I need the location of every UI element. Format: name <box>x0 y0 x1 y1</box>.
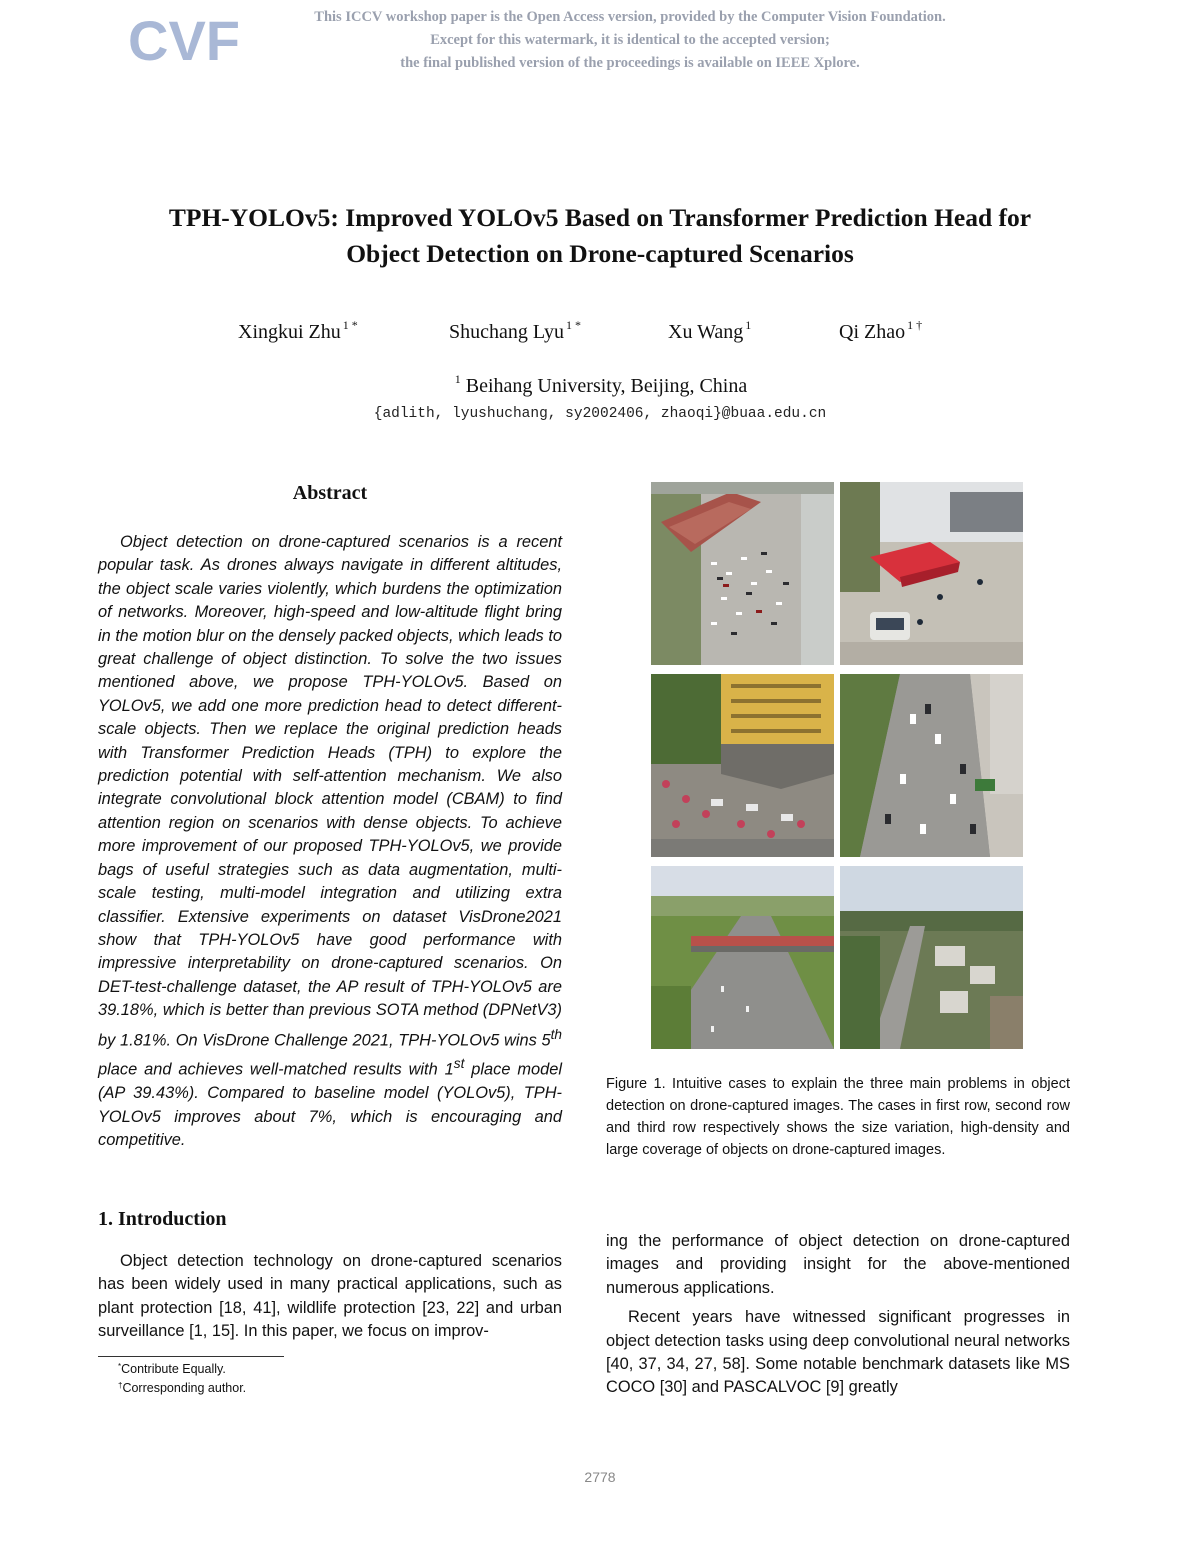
author-mark: 1 * <box>342 318 358 332</box>
affiliation <box>0 372 1200 398</box>
author-name: Qi Zhao <box>839 321 906 343</box>
affiliation-mark: 1 <box>454 372 461 386</box>
figure-1-caption: Figure 1. Intuitive cases to explain the three main problems in object detection on drone-captured images. The cases in first row, second row and third row respectively shows the size variation, high-density and large coverage of objects on drone-captured images. <box>606 1076 1070 1158</box>
right-column-text <box>606 1230 1070 1400</box>
footnote-mark: * <box>118 1362 122 1371</box>
photo-red-tents <box>840 482 1023 665</box>
author <box>238 318 358 344</box>
author-name: Shuchang Lyu <box>449 321 564 343</box>
author-mark: 1 * <box>566 318 581 332</box>
author <box>668 318 751 344</box>
paper-title <box>60 200 1140 272</box>
photo-highway <box>651 866 834 1049</box>
watermark-line: This ICCV workshop paper is the Open Access version, provided by the Computer Vision Foundation. <box>314 9 946 25</box>
footnote-text: Corresponding author. <box>122 1381 247 1395</box>
footnote-mark: † <box>118 1381 123 1390</box>
author <box>839 318 922 344</box>
title-line: Object Detection on Drone-captured Scenarios <box>346 239 854 268</box>
section-heading-introduction: 1. Introduction <box>98 1208 227 1230</box>
title-line: TPH-YOLOv5: Improved YOLOv5 Based on Transformer Prediction Head for <box>168 203 1032 232</box>
watermark-notice <box>250 6 1010 75</box>
photo-town-landscape <box>840 866 1023 1049</box>
author <box>449 318 581 344</box>
photo-dense-street <box>840 674 1023 857</box>
footnote-divider <box>98 1356 284 1357</box>
cvf-logo <box>128 9 240 72</box>
watermark-line: the final published version of the proceedings is available on IEEE Xplore. <box>400 55 860 71</box>
author-name: Xu Wang <box>668 321 744 343</box>
intro-paragraph: Object detection technology on drone-captured scenarios has been widely used in many practical applications, such as plant protection [18, 41], wildlife protection [23, 22] and urban surveillance [1, 15]. In this paper, we focus on improv- <box>98 1252 562 1341</box>
cvf-logo-text: CVF <box>128 9 240 72</box>
photo-market-crowd <box>651 674 834 857</box>
abstract-body: Object detection on drone-captured scenarios is a recent popular task. As drones always navigate in different altitudes, the object scale varies violently, which burdens the optimization of networks. Moreover, high-speed and low-altitude flight bring in the motion blur on the densely packed objects, which leads to great challenge of object distinction. To solve the two issues mentioned above, we propose TPH-YOLOv5. Based on YOLOv5, we add one more prediction head to detect different-scale objects. Then we replace the original prediction heads with Transformer Prediction Heads (TPH) to explore the prediction potential with self-attention mechanism. We also integrate convolutional block attention model (CBAM) to find attention region on scenarios with dense objects. To achieve more improvement of our proposed TPH-YOLOv5, we provide bags of useful strategies such as data augmentation, multi-scale testing, multi-model integration and utilizing extra classifier. Extensive experiments on dataset VisDrone2021 show that TPH-YOLOv5 have good performance with impressive interpretability on drone-captured scenarios. On DET-test-challenge dataset, the AP result of TPH-YOLOv5 are 39.18%, which is better than previous SOTA method (DPNetV3) by 1.81%. On VisDrone Challenge 2021, TPH-YOLOv5 wins 5th place and achieves well-matched results with 1st place model (AP 39.43%). Compared to baseline model (YOLOv5), TPH-YOLOv5 improves about 7%, which is encouraging and competitive. <box>98 533 562 1150</box>
page-number: 2778 <box>584 1469 616 1485</box>
footnote-text: Contribute Equally. <box>121 1362 226 1376</box>
superscript: th <box>550 1026 562 1042</box>
photo-parking-lot <box>651 482 834 665</box>
author-name: Xingkui Zhu <box>238 321 341 343</box>
author-emails[interactable]: {adlith, lyushuchang, sy2002406, zhaoqi}@buaa.edu.cn <box>373 406 827 422</box>
footnote <box>118 1362 226 1376</box>
affiliation-text: Beihang University, Beijing, China <box>465 375 748 397</box>
footnote <box>118 1381 246 1395</box>
author-mark: 1 <box>745 318 752 332</box>
paragraph: Recent years have witnessed significant progresses in object detection tasks using deep convolutional neural networks [40, 37, 34, 27, 58]. Some notable benchmark datasets like MS COCO [30] and PASCALVOC [9] greatly <box>606 1308 1070 1397</box>
superscript: st <box>453 1056 465 1072</box>
watermark-line: Except for this watermark, it is identical to the accepted version; <box>430 32 830 48</box>
author-mark: 1 † <box>907 318 923 332</box>
abstract-heading: Abstract <box>292 482 368 504</box>
paragraph: ing the performance of object detection on drone-captured images and providing insight for the above-mentioned numerous applications. <box>606 1232 1070 1297</box>
